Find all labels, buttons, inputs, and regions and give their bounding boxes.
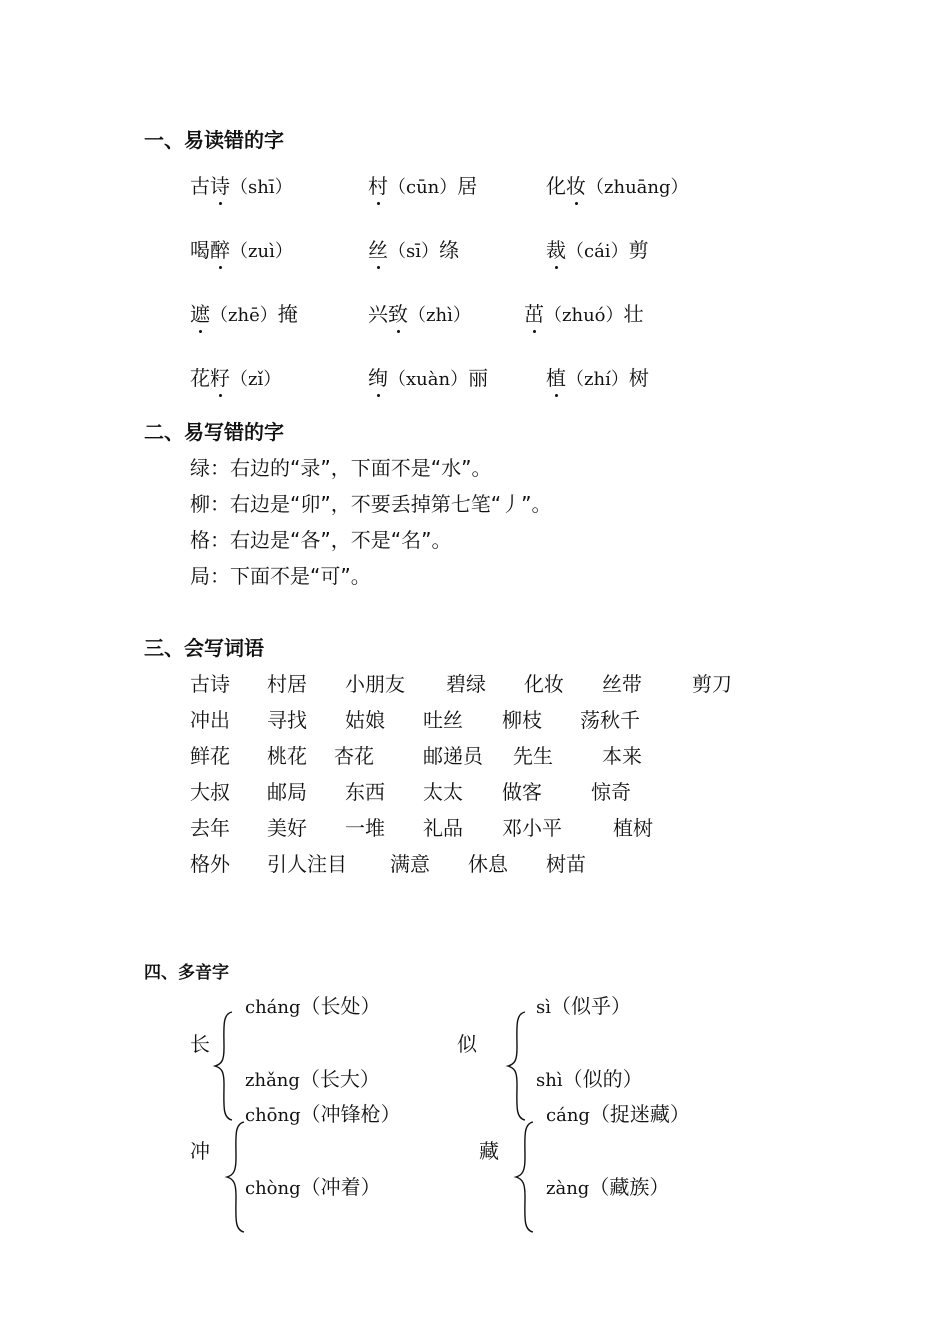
entry-text: 喝: [190, 238, 210, 262]
reading-entry: [190, 298, 298, 327]
pinyin: zhǎng: [245, 1070, 300, 1091]
vocab-word: 冲出: [190, 708, 230, 732]
polyphone-char: 似: [457, 1032, 477, 1056]
vocab-word: 格外: [190, 852, 230, 876]
brace-icon: [513, 1120, 537, 1234]
writing-tip-line: 绿：右边的“录”，下面不是“水”。: [190, 456, 492, 480]
dotted-char: 丝: [368, 234, 388, 263]
entry-text: 绦: [439, 238, 459, 262]
dotted-char: 妆: [566, 170, 586, 199]
pinyin: zàng: [546, 1178, 590, 1199]
pinyin: （shī）: [230, 177, 293, 198]
pinyin: （zhì）: [408, 305, 471, 326]
vocab-word: 吐丝: [423, 708, 463, 732]
example-word: （长处）: [300, 994, 381, 1018]
example-word: （藏族）: [589, 1175, 670, 1199]
dotted-char: 裁: [546, 234, 566, 263]
entry-text: 剪: [628, 238, 649, 262]
dotted-char: 茁: [524, 298, 544, 327]
writing-tip-line: 柳：右边是“卯”，不要丢掉第七笔“丿”。: [190, 492, 552, 516]
dotted-char: 村: [368, 170, 388, 199]
reading-entry: [368, 234, 459, 263]
section-3-title: 三、会写词语: [144, 636, 264, 660]
vocab-word: 美好: [267, 816, 307, 840]
example-word: （似的）: [562, 1067, 643, 1091]
reading-entry: [524, 298, 644, 327]
writing-tip-line: 局：下面不是“可”。: [190, 564, 371, 588]
vocab-word: 东西: [345, 780, 385, 804]
vocab-word: 满意: [390, 852, 430, 876]
vocab-word: 小朋友: [345, 672, 405, 696]
reading-entry: [546, 170, 689, 199]
vocab-word: 惊奇: [591, 780, 631, 804]
reading-entry: [368, 298, 471, 327]
polyphone-reading: [245, 990, 381, 1019]
vocab-word: 剪刀: [692, 672, 732, 696]
vocab-word: 碧绿: [446, 672, 486, 696]
pinyin: chōng: [245, 1105, 301, 1126]
brace-icon: [505, 1010, 529, 1122]
vocab-word: 植树: [613, 816, 653, 840]
polyphone-reading: [546, 1098, 690, 1127]
polyphone-char: 冲: [190, 1139, 210, 1163]
entry-text: 壮: [623, 302, 644, 326]
reading-entry: [190, 362, 281, 391]
pinyin: sì: [536, 997, 551, 1018]
pinyin: （cūn）: [388, 177, 458, 198]
pinyin: （zhē）: [210, 305, 278, 326]
section-4-title: 四、多音字: [144, 963, 229, 983]
reading-entry: [190, 170, 293, 199]
vocab-word: 桃花: [267, 744, 307, 768]
vocab-word: 姑娘: [345, 708, 385, 732]
pinyin: （zhí）: [566, 369, 629, 390]
vocab-word: 休息: [468, 852, 508, 876]
dotted-char: 致: [388, 298, 408, 327]
reading-entry: [368, 170, 477, 199]
pinyin: （cái）: [566, 241, 629, 262]
pinyin: （zǐ）: [230, 369, 282, 390]
vocab-word: 鲜花: [190, 744, 230, 768]
vocab-word: 树苗: [546, 852, 586, 876]
vocab-word: 太太: [423, 780, 463, 804]
vocab-word: 丝带: [602, 672, 642, 696]
vocab-word: 杏花: [334, 744, 374, 768]
example-word: （捉迷藏）: [589, 1102, 690, 1126]
vocab-word: 化妆: [524, 672, 564, 696]
polyphone-reading: [546, 1171, 669, 1200]
pinyin: （zuì）: [230, 241, 293, 262]
polyphone-char: 长: [190, 1032, 210, 1056]
example-word: （冲着）: [300, 1175, 381, 1199]
vocab-word: 大叔: [190, 780, 230, 804]
brace-icon: [212, 1010, 236, 1122]
polyphone-reading: [536, 990, 631, 1019]
vocab-word: 一堆: [345, 816, 385, 840]
entry-text: 化: [546, 174, 566, 198]
entry-text: 树: [628, 366, 649, 390]
dotted-char: 籽: [210, 362, 230, 391]
entry-text: 居: [457, 174, 478, 198]
section-2-title: 二、易写错的字: [144, 420, 284, 444]
vocab-word: 荡秋千: [580, 708, 640, 732]
example-word: （冲锋枪）: [300, 1102, 401, 1126]
example-word: （似乎）: [551, 994, 631, 1018]
reading-entry: [368, 362, 488, 391]
entry-text: 兴: [368, 302, 388, 326]
polyphone-char: 藏: [479, 1139, 499, 1163]
vocab-word: 村居: [267, 672, 307, 696]
polyphone-reading: [245, 1098, 401, 1127]
dotted-char: 醉: [210, 234, 230, 263]
vocab-word: 古诗: [190, 672, 230, 696]
pinyin: （zhuó）: [544, 305, 624, 326]
dotted-char: 绚: [368, 362, 388, 391]
polyphone-reading: [245, 1171, 381, 1200]
entry-text: 掩: [277, 302, 298, 326]
entry-text: 丽: [468, 366, 489, 390]
vocab-word: 去年: [190, 816, 230, 840]
reading-entry: [546, 234, 649, 263]
pinyin: （xuàn）: [388, 369, 469, 390]
pinyin: （sī）: [388, 241, 439, 262]
reading-entry: [190, 234, 293, 263]
vocab-word: 邮局: [267, 780, 307, 804]
pinyin: cháng: [245, 997, 301, 1018]
section-1-title: 一、易读错的字: [144, 128, 284, 152]
vocab-word: 先生: [513, 744, 553, 768]
entry-text: 花: [190, 366, 210, 390]
dotted-char: 植: [546, 362, 566, 391]
reading-entry: [546, 362, 649, 391]
vocab-word: 礼品: [423, 816, 463, 840]
vocab-word: 寻找: [267, 708, 307, 732]
pinyin: （zhuāng）: [586, 177, 689, 198]
pinyin: chòng: [245, 1178, 301, 1199]
polyphone-reading: [245, 1063, 380, 1092]
vocab-word: 本来: [602, 744, 642, 768]
writing-tip-line: 格：右边是“各”，不是“名”。: [190, 528, 452, 552]
vocab-word: 邓小平: [502, 816, 562, 840]
vocab-word: 引人注目: [267, 852, 347, 876]
dotted-char: 诗: [210, 170, 230, 199]
pinyin: cáng: [546, 1105, 590, 1126]
vocab-word: 柳枝: [502, 708, 542, 732]
vocab-word: 邮递员: [423, 744, 483, 768]
vocab-word: 做客: [502, 780, 542, 804]
example-word: （长大）: [299, 1067, 380, 1091]
entry-text: 古: [190, 174, 210, 198]
pinyin: shì: [536, 1070, 563, 1091]
dotted-char: 遮: [190, 298, 210, 327]
polyphone-reading: [536, 1063, 643, 1092]
